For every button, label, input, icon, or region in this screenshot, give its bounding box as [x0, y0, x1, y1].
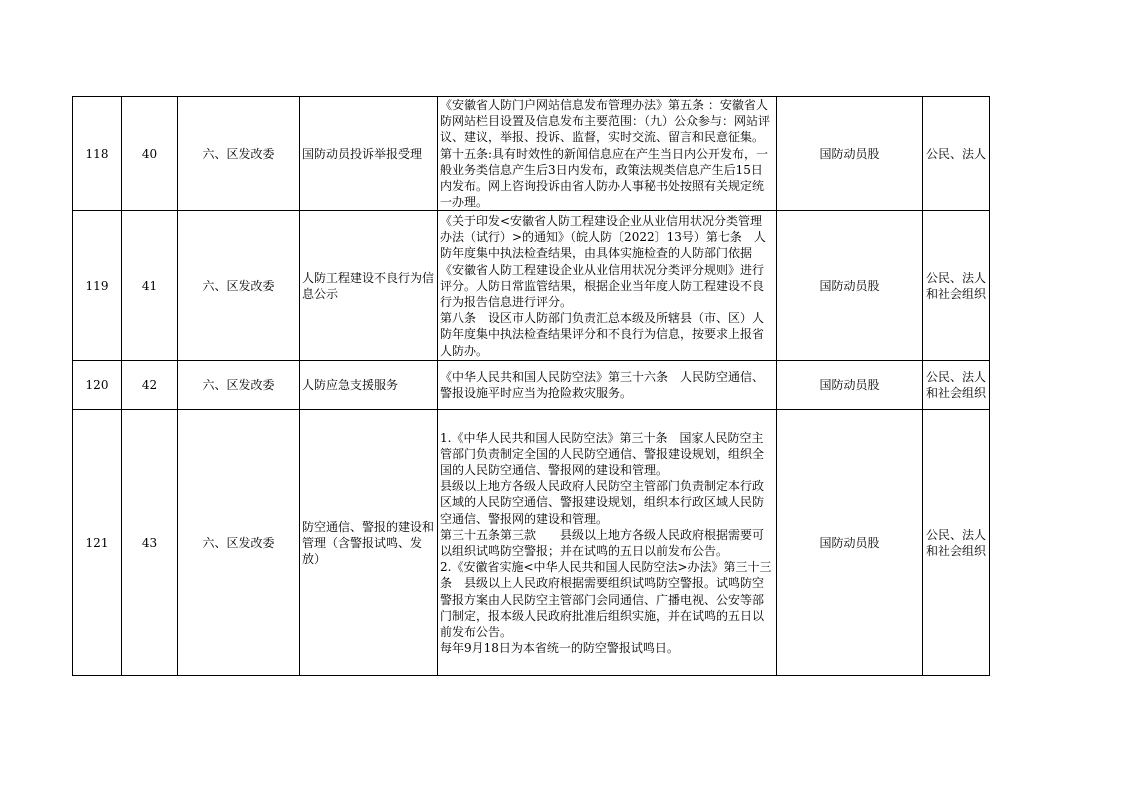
seq-cell: 121 — [73, 410, 122, 676]
table-row — [73, 211, 990, 361]
dept-cell: 六、区发改委 — [178, 211, 300, 361]
basis-cell — [438, 361, 777, 410]
target-cell: 公民、法人和社会组织 — [923, 361, 990, 410]
dept-cell: 六、区发改委 — [178, 410, 300, 676]
basis-paragraph: 《关于印发<安徽省人防工程建设企业从业信用状况分类管理办法（试行）>的通知》（皖人防〔2022〕13号）第七条 人防年度集中执法检查结果，由具体实施检查的人防部门依据《安徽省人防工程建设企业从业信用状况分类评分规则》进行评分。人防日常监管结果，根据企业当年度人防工程建设不良行为报告信息进行评分。 — [440, 214, 766, 310]
item-cell: 国防动员投诉举报受理 — [300, 97, 438, 211]
basis-paragraph: 第八条 设区市人防部门负责汇总本级及所辖县（市、区）人防年度集中执法检查结果评分和不良行为信息，按要求上报省人防办。 — [440, 311, 765, 358]
dept-cell: 六、区发改委 — [178, 97, 300, 211]
basis-paragraph: 《中华人民共和国人民防空法》第三十六条 人民防空通信、警报设施平时应当为抢险救灾服务。 — [440, 370, 765, 401]
target-cell: 公民、法人和社会组织 — [923, 211, 990, 361]
target-cell: 公民、法人和社会组织 — [923, 410, 990, 676]
sub-seq-cell: 41 — [122, 211, 178, 361]
seq-cell: 120 — [73, 361, 122, 410]
basis-cell — [438, 97, 777, 211]
unit-cell: 国防动员股 — [777, 211, 923, 361]
table-row — [73, 410, 990, 676]
basis-cell — [438, 211, 777, 361]
unit-cell: 国防动员股 — [777, 361, 923, 410]
dept-cell: 六、区发改委 — [178, 361, 300, 410]
basis-paragraph: 每年9月18日为本省统一的防空警报试鸣日。 — [440, 641, 679, 656]
basis-paragraph: 1.《中华人民共和国人民防空法》第三十条 国家人民防空主管部门负责制定全国的人民防空通信、警报建设规划，组织全国的人民防空通信、警报网的建设和管理。 — [440, 430, 765, 477]
basis-paragraph: 《安徽省人防门户网站信息发布管理办法》第五条 ：安徽省人防网站栏目设置及信息发布主要范围：（九）公众参与：网站评议、建议，举报、投诉、监督，实时交流、留言和民意征集。第十五条:具有时效性的新闻信息应在产生当日内公开发布，一般业务类信息产生后3日内发布，政策法规类信息产生后15日内发布。网上咨询投诉由省人防办人事秘书处按照有关规定统一办理。 — [440, 98, 771, 210]
sub-seq-cell: 42 — [122, 361, 178, 410]
sub-seq-cell: 40 — [122, 97, 178, 211]
basis-cell — [438, 410, 777, 676]
table-row — [73, 361, 990, 410]
item-cell: 人防应急支援服务 — [300, 361, 438, 410]
seq-cell: 118 — [73, 97, 122, 211]
item-cell: 防空通信、警报的建设和管理（含警报试鸣、发放） — [300, 410, 438, 676]
unit-cell: 国防动员股 — [777, 97, 923, 211]
seq-cell: 119 — [73, 211, 122, 361]
disclosure-table — [72, 96, 990, 676]
basis-paragraph: 县级以上地方各级人民政府人民防空主管部门负责制定本行政区域的人民防空通信、警报建设规划，组织本行政区域人民防空通信、警报网的建设和管理。 — [440, 479, 765, 526]
sub-seq-cell: 43 — [122, 410, 178, 676]
target-cell: 公民、法人 — [923, 97, 990, 211]
basis-paragraph: 2.《安徽省实施<中华人民共和国人民防空法>办法》第三十三条 县级以上人民政府根据需要组织试鸣防空警报。试鸣防空警报方案由人民防空主管部门会同通信、广播电视、公安等部门制定，报本级人民政府批准后组织实施，并在试鸣的五日以前发布公告。 — [440, 560, 772, 639]
unit-cell: 国防动员股 — [777, 410, 923, 676]
basis-paragraph: 第三十五条第三款 县级以上地方各级人民政府根据需要可以组织试鸣防空警报；并在试鸣的五日以前发布公告。 — [440, 527, 765, 558]
item-cell: 人防工程建设不良行为信息公示 — [300, 211, 438, 361]
table-row — [73, 97, 990, 211]
